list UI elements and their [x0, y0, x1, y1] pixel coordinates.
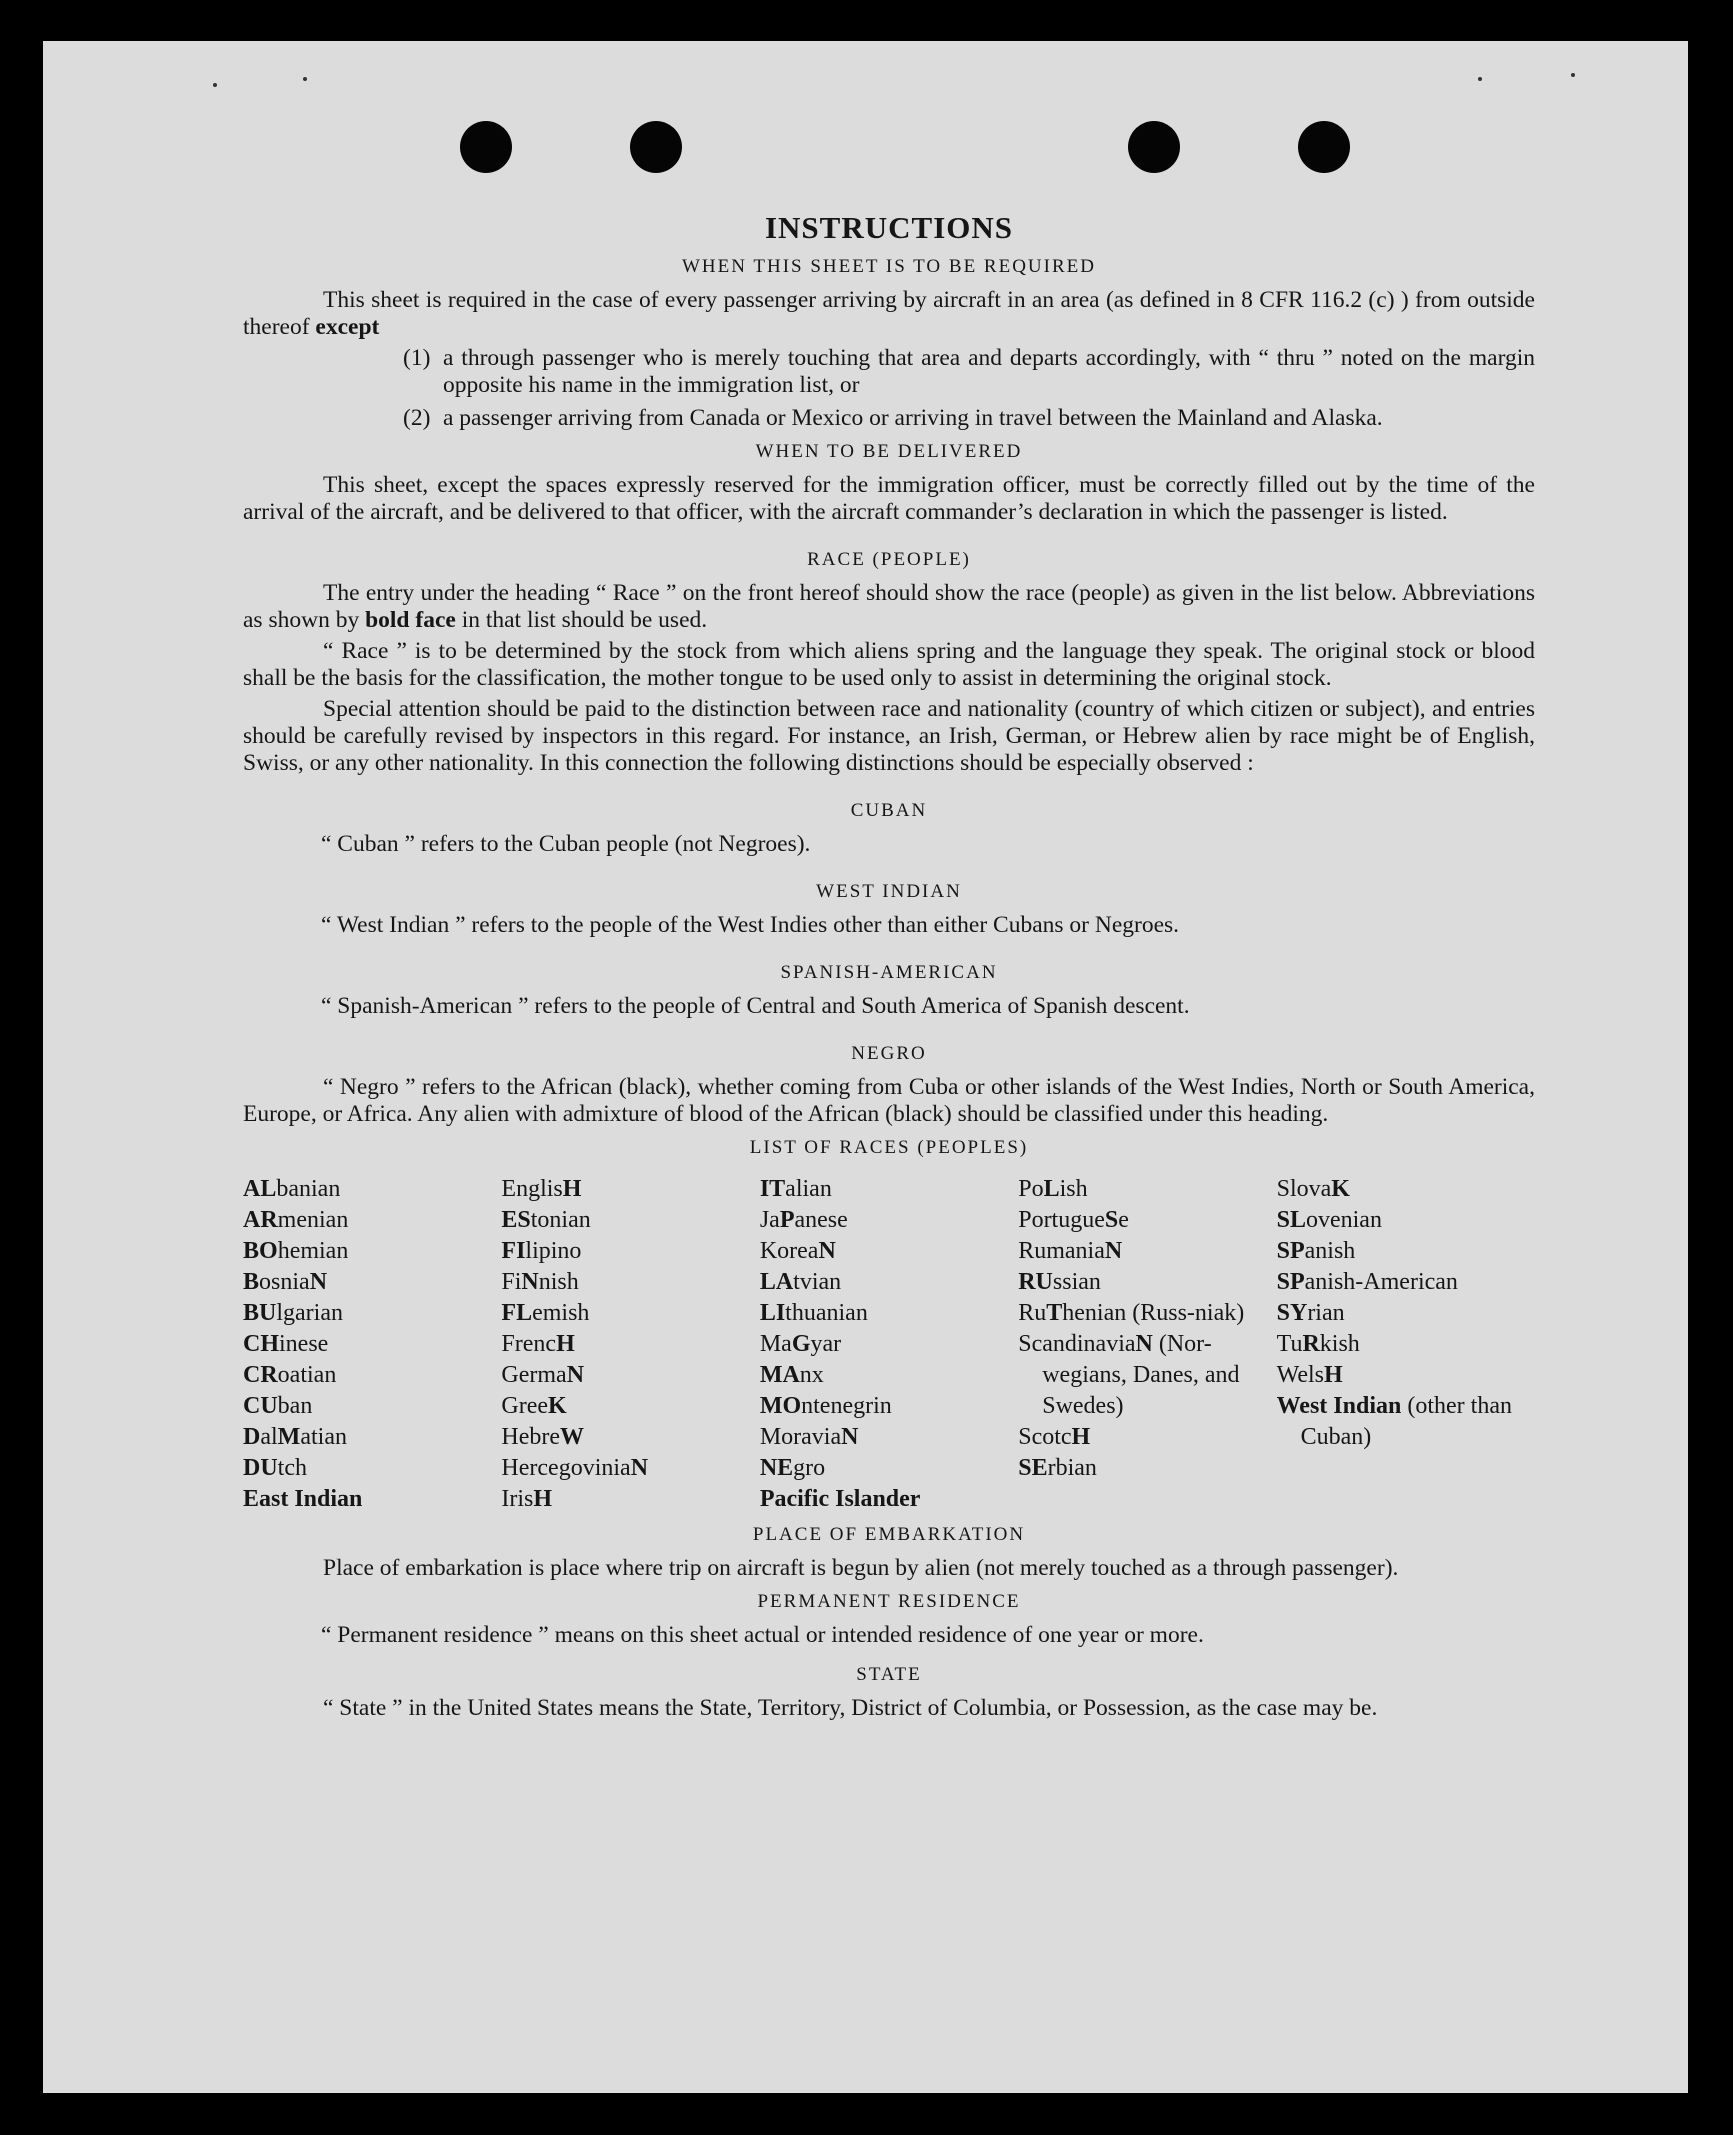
speck — [303, 77, 307, 81]
race-entry: FLemish — [501, 1300, 590, 1326]
race-entry: RumaniaN — [1018, 1238, 1123, 1264]
race-entry: HebreW — [501, 1424, 585, 1450]
race-paragraph-1: The entry under the heading “ Race ” on the front hereof should show the race (people) as given in the list below. Abbreviations as shown by bold face in that list should be used. — [243, 580, 1535, 633]
race-entry: SPanish-American — [1276, 1269, 1458, 1295]
race-entry: DalMatian — [243, 1424, 347, 1450]
spanish-american-text: “ Spanish-American ” refers to the people of Central and South America of Spanish descent. — [321, 993, 1190, 1019]
race-entry: BUlgarian — [243, 1300, 343, 1326]
race-entry: Pacific Islander — [759, 1486, 921, 1512]
heading-west-indian: WEST INDIAN — [816, 881, 962, 902]
race-column — [1018, 1174, 1276, 1515]
punch-hole — [1298, 121, 1350, 173]
heading-when-delivered: WHEN TO BE DELIVERED — [755, 441, 1023, 462]
heading-when-required: WHEN THIS SHEET IS TO BE REQUIRED — [682, 256, 1096, 277]
race-entry: PortugueSe — [1018, 1207, 1129, 1233]
heading-negro: NEGRO — [851, 1043, 927, 1064]
race-column — [1277, 1174, 1535, 1515]
race-entry: GreeK — [501, 1393, 567, 1419]
race-entry: CRoatian — [243, 1362, 337, 1388]
race-entry: PoLish — [1018, 1176, 1088, 1202]
heading-spanish-american: SPANISH-AMERICAN — [780, 962, 998, 983]
instructions-content — [243, 211, 1535, 1726]
west-indian-text: “ West Indian ” refers to the people of the West Indies other than either Cubans or Negroes. — [321, 912, 1180, 938]
speck — [1571, 73, 1575, 77]
race-entry: MoraviaN — [759, 1424, 859, 1450]
race-entry: FiNnish — [501, 1269, 579, 1295]
residence-text: “ Permanent residence ” means on this sheet actual or intended residence of one year or more. — [321, 1622, 1204, 1648]
when-required-intro: This sheet is required in the case of every passenger arriving by aircraft in an area (as defined in 8 CFR 116.2 (c) ) from outside thereof except — [243, 287, 1535, 340]
race-entry: SlovaK — [1276, 1176, 1350, 1202]
punch-hole — [460, 121, 512, 173]
race-paragraph-3: Special attention should be paid to the distinction between race and nationality (country of which citizen or subject), and entries should be carefully revised by inspectors in this regard. For instance, an Irish, German, or Hebrew alien by race might be of English, Swiss, or any other nationality. In this connection the following distinctions should be especially observed : — [243, 696, 1535, 776]
page-title: INSTRUCTIONS — [764, 210, 1013, 245]
race-column — [501, 1174, 759, 1515]
race-entry: HercegoviniaN — [501, 1455, 649, 1481]
race-entry: ALbanian — [243, 1176, 341, 1202]
speck — [1478, 77, 1482, 81]
race-entry: IrisH — [501, 1486, 553, 1512]
race-entry: West Indian (other than Cuban) — [1276, 1393, 1512, 1450]
list-item: (1) a through passenger who is merely touching that area and departs accordingly, with “ thru ” noted on the margin opposite his name in the immigration list, or — [403, 345, 1535, 398]
cuban-text: “ Cuban ” refers to the Cuban people (not Negroes). — [321, 831, 811, 857]
race-entry: SLovenian — [1276, 1207, 1382, 1233]
race-entry: BosniaN — [243, 1269, 328, 1295]
race-entry: CHinese — [243, 1331, 329, 1357]
race-entry: RUssian — [1018, 1269, 1101, 1295]
race-entry: NEgro — [759, 1455, 826, 1481]
races-list — [243, 1174, 1535, 1515]
race-entry: FrencH — [501, 1331, 575, 1357]
race-entry: SPanish — [1276, 1238, 1356, 1264]
race-entry: EnglisH — [501, 1176, 582, 1202]
heading-cuban: CUBAN — [850, 800, 928, 821]
race-entry: FIlipino — [501, 1238, 582, 1264]
heading-embarkation: PLACE OF EMBARKATION — [752, 1524, 1026, 1545]
punch-hole — [630, 121, 682, 173]
race-entry: KoreaN — [759, 1238, 836, 1264]
punch-hole — [1128, 121, 1180, 173]
when-delivered-text: This sheet, except the spaces expressly reserved for the immigration officer, must be correctly filled out by the time of the arrival of the aircraft, and be delivered to that officer, with the aircraft commander’s declaration in which the passenger is listed. — [243, 472, 1535, 525]
heading-state: STATE — [856, 1664, 922, 1685]
race-entry: MOntenegrin — [759, 1393, 892, 1419]
race-entry: East Indian — [243, 1486, 363, 1512]
race-column — [243, 1174, 501, 1515]
race-entry: JaPanese — [759, 1207, 848, 1233]
race-entry: GermaN — [501, 1362, 585, 1388]
state-text: “ State ” in the United States means the State, Territory, District of Columbia, or Possession, as the case may be. — [323, 1695, 1378, 1721]
race-entry: LIthuanian — [759, 1300, 868, 1326]
race-entry: CUban — [243, 1393, 313, 1419]
race-entry: WelsH — [1276, 1362, 1343, 1388]
race-entry: SYrian — [1276, 1300, 1345, 1326]
race-entry: ITalian — [759, 1176, 832, 1202]
race-entry: SErbian — [1018, 1455, 1097, 1481]
race-paragraph-2: “ Race ” is to be determined by the stock from which aliens spring and the language they speak. The original stock or blood shall be the basis for the classification, the mother tongue to be used only to assist in determining the original stock. — [243, 638, 1535, 691]
race-entry: LAtvian — [759, 1269, 842, 1295]
document-sheet — [43, 41, 1688, 2093]
race-entry: MaGyar — [759, 1331, 842, 1357]
heading-race: RACE (PEOPLE) — [807, 549, 971, 570]
race-entry: ScotcH — [1018, 1424, 1091, 1450]
race-entry: TuRkish — [1276, 1331, 1360, 1357]
heading-races-list: LIST OF RACES (PEOPLES) — [749, 1137, 1029, 1158]
speck — [213, 83, 217, 87]
race-entry: BOhemian — [243, 1238, 349, 1264]
race-entry: ARmenian — [243, 1207, 349, 1233]
race-entry: MAnx — [759, 1362, 824, 1388]
race-entry: DUtch — [243, 1455, 307, 1481]
race-column — [760, 1174, 1018, 1515]
race-entry: RuThenian (Russ-niak) — [1018, 1300, 1245, 1326]
list-item: (2) a passenger arriving from Canada or Mexico or arriving in travel between the Mainland and Alaska. — [403, 405, 1383, 431]
embarkation-text: Place of embarkation is place where trip on aircraft is begun by alien (not merely touched as a through passenger). — [323, 1555, 1399, 1581]
heading-residence: PERMANENT RESIDENCE — [757, 1591, 1021, 1612]
negro-text: “ Negro ” refers to the African (black), whether coming from Cuba or other islands of the West Indies, North or South America, Europe, or Africa. Any alien with admixture of blood of the African (black) should be classified under this heading. — [243, 1074, 1535, 1127]
race-entry: EStonian — [501, 1207, 591, 1233]
race-entry: ScandinaviaN (Nor-wegians, Danes, and Swedes) — [1018, 1331, 1240, 1419]
